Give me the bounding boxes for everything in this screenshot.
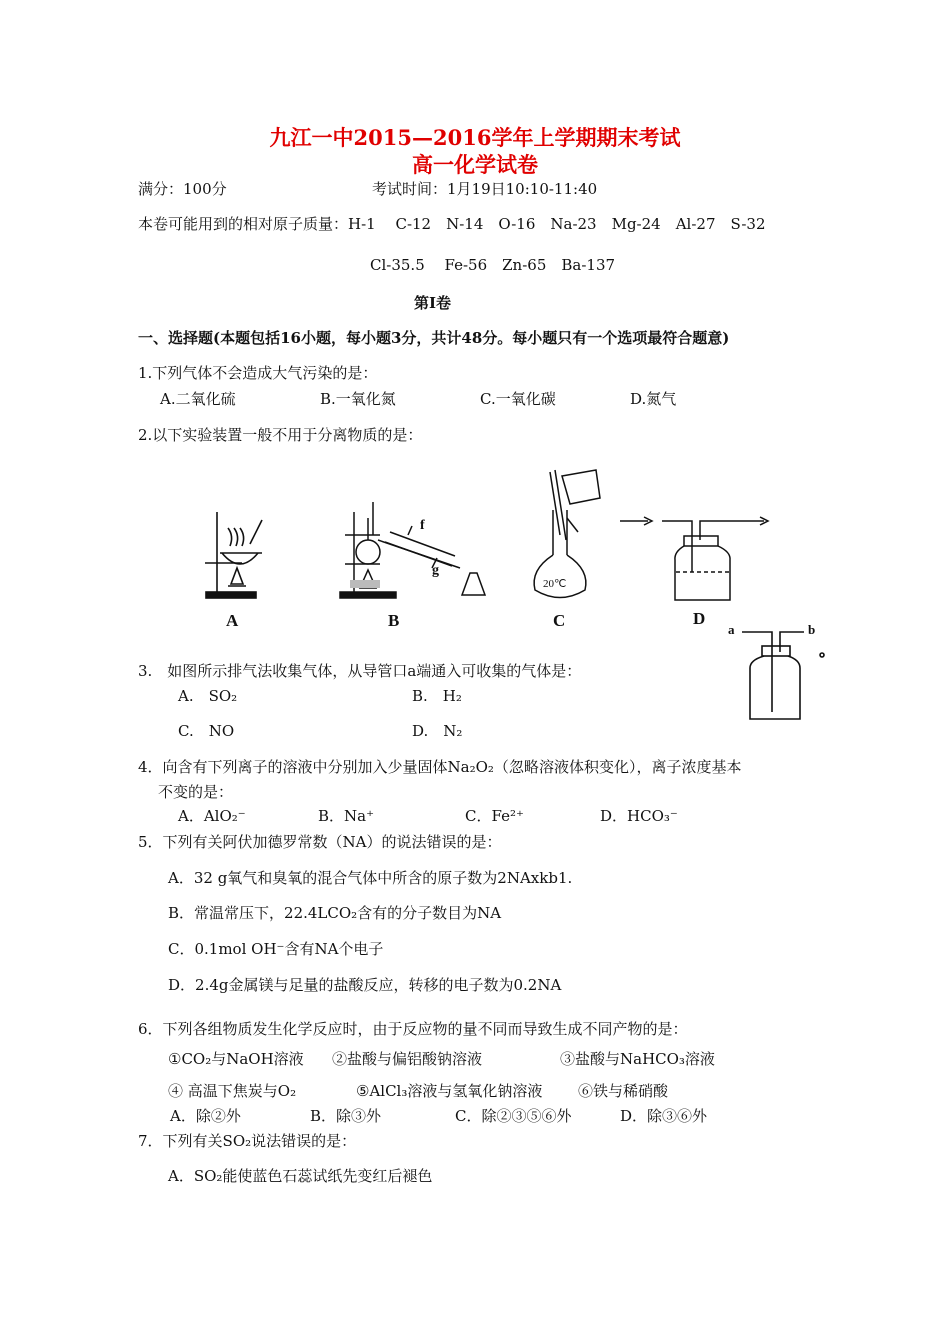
tube-end-a: a <box>728 622 735 637</box>
figure-label-a: A <box>226 611 239 630</box>
condenser-label-f: f <box>420 518 425 533</box>
question-6-stem: 6．下列各组物质发生化学反应时，由于反应物的量不同而导致生成不同产物的是： <box>138 1020 688 1038</box>
question-1-option-a: A.二氧化硫 <box>160 390 236 408</box>
question-1-option-d: D.氮气 <box>630 390 677 408</box>
question-6-option-c: C．除②③⑤⑥外 <box>455 1107 572 1125</box>
question-3-option-a: A. SO₂ <box>178 687 238 705</box>
exam-subtitle: 高一化学试卷 <box>412 152 538 177</box>
atomic-mass-line-2: Cl-35.5 Fe-56 Zn-65 Ba-137 <box>370 256 616 274</box>
question-4-option-a: A．AlO₂⁻ <box>178 807 246 825</box>
exam-time: 考试时间：1月19日10:10-11:40 <box>372 180 598 198</box>
question-7-option-a: A．SO₂能使蓝色石蕊试纸先变红后褪色 <box>168 1167 433 1185</box>
question-6-option-b: B．除③外 <box>310 1107 382 1125</box>
question-6-item-2: ②盐酸与偏铝酸钠溶液 <box>332 1050 483 1068</box>
question-3-option-d: D. N₂ <box>412 722 463 740</box>
question-6-item-6: ⑥铁与稀硝酸 <box>578 1082 669 1100</box>
section-heading: 一、选择题(本题包括16小题，每小题3分，共计48分。每小题只有一个选项最符合题意) <box>138 329 730 347</box>
atomic-mass-line-1: 本卷可能用到的相对原子质量：H-1 C-12 N-14 O-16 Na-23 Mg-24 Al-27 S-32 <box>138 215 766 233</box>
figure-label-c: C <box>553 611 566 630</box>
question-1-option-b: B.一氧化氮 <box>320 390 396 408</box>
question-5-option-c: C．0.1mol OH⁻含有NA个电子 <box>168 940 384 958</box>
question-2-stem: 2.以下实验装置一般不用于分离物质的是： <box>138 426 423 444</box>
question-6-option-d: D．除③⑥外 <box>620 1107 708 1125</box>
question-3-stem: 3. 如图所示排气法收集气体，从导管口a端通入可收集的气体是： <box>138 662 582 680</box>
gas-collection-bottle <box>720 616 840 726</box>
question-5-option-b: B．常温常压下，22.4LCO₂含有的分子数目为NA <box>168 904 502 922</box>
volume-label: 第Ⅰ卷 <box>414 294 452 312</box>
exam-title: 九江一中2015—2016学年上学期期末考试 <box>269 125 681 150</box>
question-4-stem-line-2: 不变的是： <box>158 783 234 801</box>
question-6-item-3: ③盐酸与NaHCO₃溶液 <box>560 1050 715 1068</box>
question-4-option-c: C．Fe²⁺ <box>465 807 524 825</box>
question-5-option-d: D．2.4g金属镁与足量的盐酸反应，转移的电子数为0.2NA <box>168 976 562 994</box>
flask-temperature: 20℃ <box>543 578 567 590</box>
question-1-option-c: C.一氧化碳 <box>480 390 556 408</box>
question-4-option-d: D．HCO₃⁻ <box>600 807 678 825</box>
question-6-item-4: ④ 高温下焦炭与O₂ <box>168 1082 297 1100</box>
question-4-option-b: B．Na⁺ <box>318 807 375 825</box>
question-5-stem: 5．下列有关阿伏加德罗常数（NA）的说法错误的是： <box>138 833 502 851</box>
condenser-label-g: g <box>432 563 439 578</box>
full-score: 满分：100分 <box>138 180 227 198</box>
question-3-option-b: B. H₂ <box>412 687 462 705</box>
question-6-option-a: A．除②外 <box>170 1107 241 1125</box>
tube-end-b: b <box>808 622 816 637</box>
question-6-item-1: ①CO₂与NaOH溶液 <box>168 1050 304 1068</box>
question-4-stem-line-1: 4．向含有下列离子的溶液中分别加入少量固体Na₂O₂（忽略溶液体积变化），离子浓度基本 <box>138 758 742 776</box>
question-6-item-5: ⑤AlCl₃溶液与氢氧化钠溶液 <box>356 1082 543 1100</box>
question-5-option-a: A．32 g氧气和臭氧的混合气体中所含的原子数为2NAxkb1. <box>168 869 573 887</box>
figure-label-d: D <box>693 609 706 628</box>
question-7-stem: 7．下列有关SO₂说法错误的是： <box>138 1132 357 1150</box>
question-3-option-c: C. NO <box>178 722 235 740</box>
figure-label-b: B <box>388 611 400 630</box>
question-1-stem: 1.下列气体不会造成大气污染的是： <box>138 364 378 382</box>
